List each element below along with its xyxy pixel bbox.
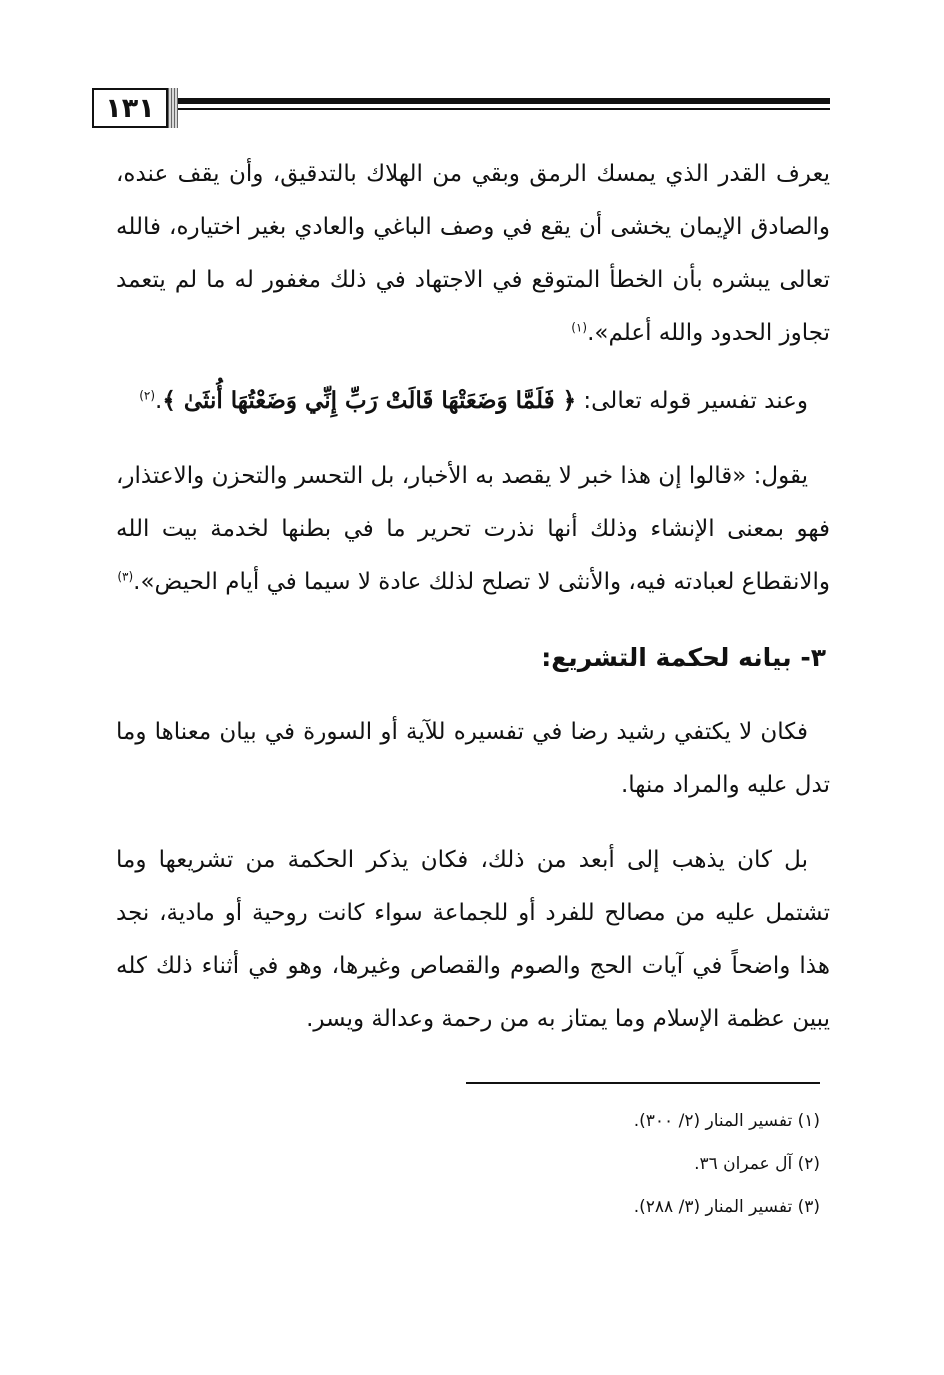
footnote-2: (٢) آل عمران ٣٦. bbox=[694, 1154, 820, 1174]
footnote-ref-3: (٣) bbox=[117, 569, 134, 584]
paragraph-2 bbox=[116, 450, 830, 609]
header-rule-thick bbox=[178, 98, 830, 104]
verse-end: . bbox=[155, 388, 163, 414]
page-number: ١٣١ bbox=[92, 88, 168, 128]
section-heading: ٣- بيانه لحكمة التشريع: bbox=[541, 643, 826, 672]
footnote-ref-2: (٢) bbox=[139, 388, 156, 403]
paragraph-4: بل كان يذهب إلى أبعد من ذلك، فكان يذكر الحكمة من تشريعها وما تشتمل عليه من مصالح للفرد أو للجماعة سواء كانت روحية أو مادية، نجد هذا واضحاً في آيات الحج والصوم والقصاص وغيرها، وهو في أثناء ذلك كله يبين عظمة الإسلام وما يمتاز به من رحمة وعدالة ويسر. bbox=[116, 847, 830, 1032]
header-shade-ornament bbox=[168, 88, 178, 128]
footnote-ref-1: (١) bbox=[571, 320, 588, 335]
footnote-separator bbox=[466, 1082, 820, 1084]
paragraph-1-text: يعرف القدر الذي يمسك الرمق وبقي من الهلاك بالتدقيق، وأن يقف عنده، والصادق الإيمان يخشى أن يقع في وصف الباغي والعادي بغير اختياره، فالله تعالى يبشره بأن الخطأ المتوقع في الاجتهاد في ذلك مغفور له ما لم يتعمد تجاوز الحدود والله أعلم». bbox=[116, 161, 830, 346]
spacer bbox=[116, 812, 830, 834]
spacer bbox=[116, 360, 830, 374]
spacer bbox=[116, 684, 830, 706]
verse-paragraph bbox=[116, 374, 830, 428]
spacer bbox=[116, 609, 830, 631]
quran-verse: ﴿ فَلَمَّا وَضَعَتْهَا قَالَتْ رَبِّ إِنِّي وَضَعْتُهَا أُنثَىٰ ﴾ bbox=[162, 387, 577, 414]
header-rule-thin bbox=[178, 108, 830, 110]
verse-intro: وعند تفسير قوله تعالى: bbox=[576, 388, 808, 414]
footnotes bbox=[466, 1100, 820, 1229]
footnote-3: (٣) تفسير المنار (٣/ ٢٨٨). bbox=[633, 1197, 820, 1217]
main-text bbox=[116, 148, 830, 1046]
page-header bbox=[92, 88, 830, 130]
paragraph-3: فكان لا يكتفي رشيد رضا في تفسيره للآية أو السورة في بيان معناها وما تدل عليه والمراد منها. bbox=[116, 719, 830, 798]
spacer bbox=[116, 428, 830, 450]
paragraph-1 bbox=[116, 148, 830, 360]
footnote-1: (١) تفسير المنار (٢/ ٣٠٠). bbox=[633, 1111, 820, 1131]
paragraph-2-text: يقول: «قالوا إن هذا خبر لا يقصد به الأخبار، بل التحسر والتحزن والاعتذار، فهو بمعنى الإنشاء وذلك أنها نذرت تحرير ما في بطنها لخدمة بيت الله والانقطاع لعبادته فيه، والأنثى لا تصلح لذلك عادة لا سيما في أيام الحيض». bbox=[116, 463, 830, 595]
